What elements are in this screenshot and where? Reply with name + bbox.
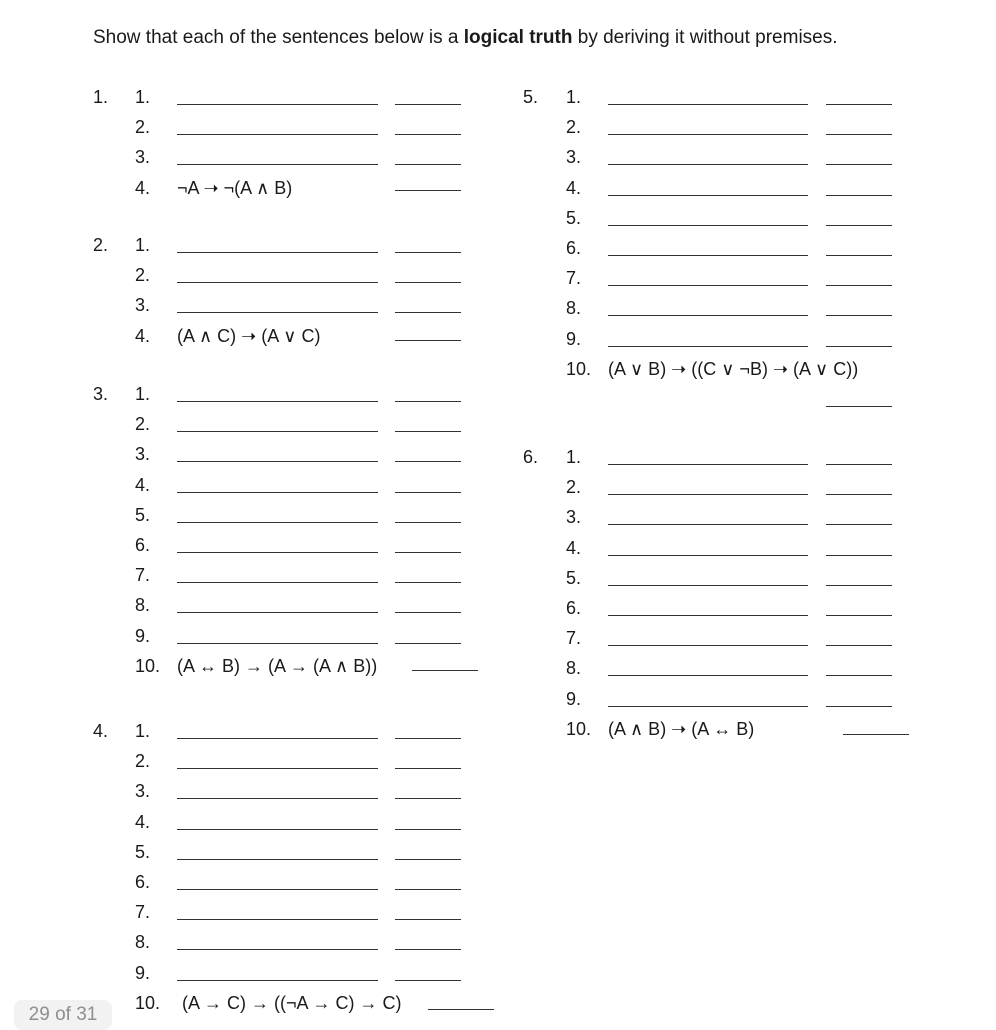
problem-number: 1. bbox=[93, 87, 109, 107]
formula-blank bbox=[608, 615, 808, 616]
line-number: 8. bbox=[566, 298, 582, 319]
formula-blank bbox=[177, 312, 378, 313]
line-number: 8. bbox=[566, 658, 582, 679]
justification-blank bbox=[826, 346, 892, 347]
formula-blank bbox=[177, 798, 378, 799]
formula-blank bbox=[177, 522, 378, 523]
formula-blank bbox=[608, 555, 808, 556]
instructions bbox=[93, 27, 973, 49]
problem-number: 4. bbox=[93, 721, 109, 741]
line-formula: (A ↔ B) → (A → (A ∧ B)) bbox=[177, 655, 378, 676]
line-formula: (A ∧ C) ➝ (A ∨ C) bbox=[177, 325, 321, 346]
justification-blank bbox=[395, 552, 461, 553]
line-number: 3. bbox=[566, 507, 582, 528]
justification-blank bbox=[826, 195, 892, 196]
line-number: 6. bbox=[566, 598, 582, 618]
line-number: 10. bbox=[566, 358, 592, 379]
line-number: 8. bbox=[135, 595, 151, 616]
line-number: 2. bbox=[135, 117, 151, 138]
justification-blank bbox=[395, 919, 461, 920]
line-number: 1. bbox=[135, 87, 151, 107]
justification-blank bbox=[395, 492, 461, 493]
justification-blank bbox=[826, 406, 892, 407]
line-number: 10. bbox=[135, 655, 161, 676]
line-number: 1. bbox=[566, 447, 582, 467]
line-number: 2. bbox=[566, 477, 582, 498]
line-number: 7. bbox=[566, 268, 582, 289]
line-number: 6. bbox=[566, 238, 582, 258]
justification-blank bbox=[395, 190, 461, 191]
problem-number: 6. bbox=[523, 447, 539, 467]
formula-blank bbox=[177, 104, 378, 105]
justification-blank bbox=[395, 340, 461, 341]
formula-blank bbox=[608, 134, 808, 135]
line-number: 8. bbox=[135, 932, 151, 953]
line-formula: (A ∧ B) ➝ (A ↔ B) bbox=[608, 718, 755, 739]
justification-blank bbox=[395, 738, 461, 739]
formula-blank bbox=[608, 104, 808, 105]
line-number: 9. bbox=[566, 328, 582, 349]
justification-blank bbox=[395, 104, 461, 105]
formula-blank bbox=[177, 612, 378, 613]
justification-blank bbox=[395, 134, 461, 135]
formula-blank bbox=[177, 582, 378, 583]
justification-blank bbox=[395, 582, 461, 583]
formula-blank bbox=[177, 643, 378, 644]
line-number: 5. bbox=[566, 567, 582, 588]
formula-blank bbox=[608, 195, 808, 196]
line-number: 2. bbox=[135, 414, 151, 435]
line-number: 4. bbox=[135, 811, 151, 832]
formula-blank bbox=[177, 252, 378, 253]
page-indicator: 29 of 31 bbox=[14, 1000, 112, 1030]
formula-blank bbox=[177, 829, 378, 830]
line-number: 1. bbox=[135, 384, 151, 404]
line-number: 6. bbox=[135, 535, 151, 555]
justification-blank bbox=[395, 312, 461, 313]
line-number: 5. bbox=[135, 841, 151, 862]
formula-blank bbox=[177, 492, 378, 493]
justification-blank bbox=[395, 859, 461, 860]
line-number: 4. bbox=[135, 177, 151, 198]
justification-blank bbox=[395, 164, 461, 165]
formula-blank bbox=[177, 768, 378, 769]
justification-blank bbox=[826, 494, 892, 495]
instruction-bold: logical truth bbox=[463, 27, 573, 48]
line-number: 9. bbox=[135, 625, 151, 646]
line-number: 2. bbox=[135, 751, 151, 772]
line-formula: (A → C) → ((¬A → C) → C) bbox=[182, 992, 402, 1013]
line-number: 1. bbox=[135, 721, 151, 741]
justification-blank bbox=[826, 524, 892, 525]
justification-blank bbox=[826, 706, 892, 707]
formula-blank bbox=[177, 134, 378, 135]
formula-blank bbox=[608, 524, 808, 525]
justification-blank bbox=[826, 164, 892, 165]
justification-blank bbox=[395, 522, 461, 523]
instruction-text: Show that each of the sentences below is a bbox=[93, 27, 464, 48]
line-number: 3. bbox=[135, 147, 151, 168]
line-number: 7. bbox=[566, 628, 582, 649]
justification-blank bbox=[395, 889, 461, 890]
justification-blank bbox=[826, 615, 892, 616]
line-number: 4. bbox=[566, 177, 582, 198]
formula-blank bbox=[608, 285, 808, 286]
line-number: 4. bbox=[135, 474, 151, 495]
line-number: 2. bbox=[566, 117, 582, 138]
line-number: 3. bbox=[135, 781, 151, 802]
justification-blank bbox=[395, 643, 461, 644]
formula-blank bbox=[177, 738, 378, 739]
justification-blank bbox=[843, 734, 909, 735]
formula-blank bbox=[608, 675, 808, 676]
justification-blank bbox=[826, 134, 892, 135]
line-number: 4. bbox=[566, 537, 582, 558]
justification-blank bbox=[395, 980, 461, 981]
line-number: 7. bbox=[135, 902, 151, 923]
justification-blank bbox=[826, 225, 892, 226]
justification-blank bbox=[395, 768, 461, 769]
problem-number: 5. bbox=[523, 87, 539, 107]
formula-blank bbox=[608, 706, 808, 707]
justification-blank bbox=[395, 252, 461, 253]
justification-blank bbox=[395, 401, 461, 402]
line-number: 1. bbox=[135, 235, 151, 255]
line-number: 9. bbox=[566, 688, 582, 709]
line-formula: (A ∨ B) ➝ ((C ∨ ¬B) ➝ (A ∨ C)) bbox=[608, 358, 859, 379]
justification-blank bbox=[395, 798, 461, 799]
formula-blank bbox=[608, 255, 808, 256]
formula-blank bbox=[608, 645, 808, 646]
justification-blank bbox=[826, 464, 892, 465]
line-number: 1. bbox=[566, 87, 582, 107]
justification-blank bbox=[428, 1009, 494, 1010]
line-number: 10. bbox=[135, 992, 161, 1013]
formula-blank bbox=[608, 464, 808, 465]
justification-blank bbox=[395, 829, 461, 830]
formula-blank bbox=[608, 164, 808, 165]
line-number: 2. bbox=[135, 265, 151, 286]
formula-blank bbox=[177, 431, 378, 432]
formula-blank bbox=[177, 889, 378, 890]
line-number: 3. bbox=[566, 147, 582, 168]
justification-blank bbox=[826, 675, 892, 676]
justification-blank bbox=[826, 104, 892, 105]
line-number: 5. bbox=[135, 504, 151, 525]
formula-blank bbox=[177, 401, 378, 402]
line-number: 3. bbox=[135, 295, 151, 316]
formula-blank bbox=[177, 282, 378, 283]
line-number: 5. bbox=[566, 207, 582, 228]
line-number: 6. bbox=[135, 872, 151, 892]
justification-blank bbox=[395, 461, 461, 462]
line-number: 4. bbox=[135, 325, 151, 346]
problem-number: 3. bbox=[93, 384, 109, 404]
justification-blank bbox=[826, 585, 892, 586]
formula-blank bbox=[177, 461, 378, 462]
problem-number: 2. bbox=[93, 235, 109, 255]
formula-blank bbox=[177, 859, 378, 860]
justification-blank bbox=[826, 285, 892, 286]
formula-blank bbox=[608, 346, 808, 347]
justification-blank bbox=[395, 282, 461, 283]
formula-blank bbox=[177, 552, 378, 553]
justification-blank bbox=[826, 255, 892, 256]
line-number: 9. bbox=[135, 962, 151, 983]
formula-blank bbox=[608, 585, 808, 586]
formula-blank bbox=[608, 315, 808, 316]
justification-blank bbox=[395, 431, 461, 432]
formula-blank bbox=[177, 980, 378, 981]
justification-blank bbox=[412, 670, 478, 671]
line-formula: ¬A ➝ ¬(A ∧ B) bbox=[177, 177, 293, 198]
formula-blank bbox=[177, 949, 378, 950]
justification-blank bbox=[826, 315, 892, 316]
formula-blank bbox=[177, 164, 378, 165]
justification-blank bbox=[826, 555, 892, 556]
line-number: 7. bbox=[135, 565, 151, 586]
formula-blank bbox=[177, 919, 378, 920]
instruction-text-end: by deriving it without premises. bbox=[572, 27, 838, 48]
justification-blank bbox=[826, 645, 892, 646]
formula-blank bbox=[608, 225, 808, 226]
justification-blank bbox=[395, 612, 461, 613]
formula-blank bbox=[608, 494, 808, 495]
line-number: 10. bbox=[566, 718, 592, 739]
justification-blank bbox=[395, 949, 461, 950]
line-number: 3. bbox=[135, 444, 151, 465]
